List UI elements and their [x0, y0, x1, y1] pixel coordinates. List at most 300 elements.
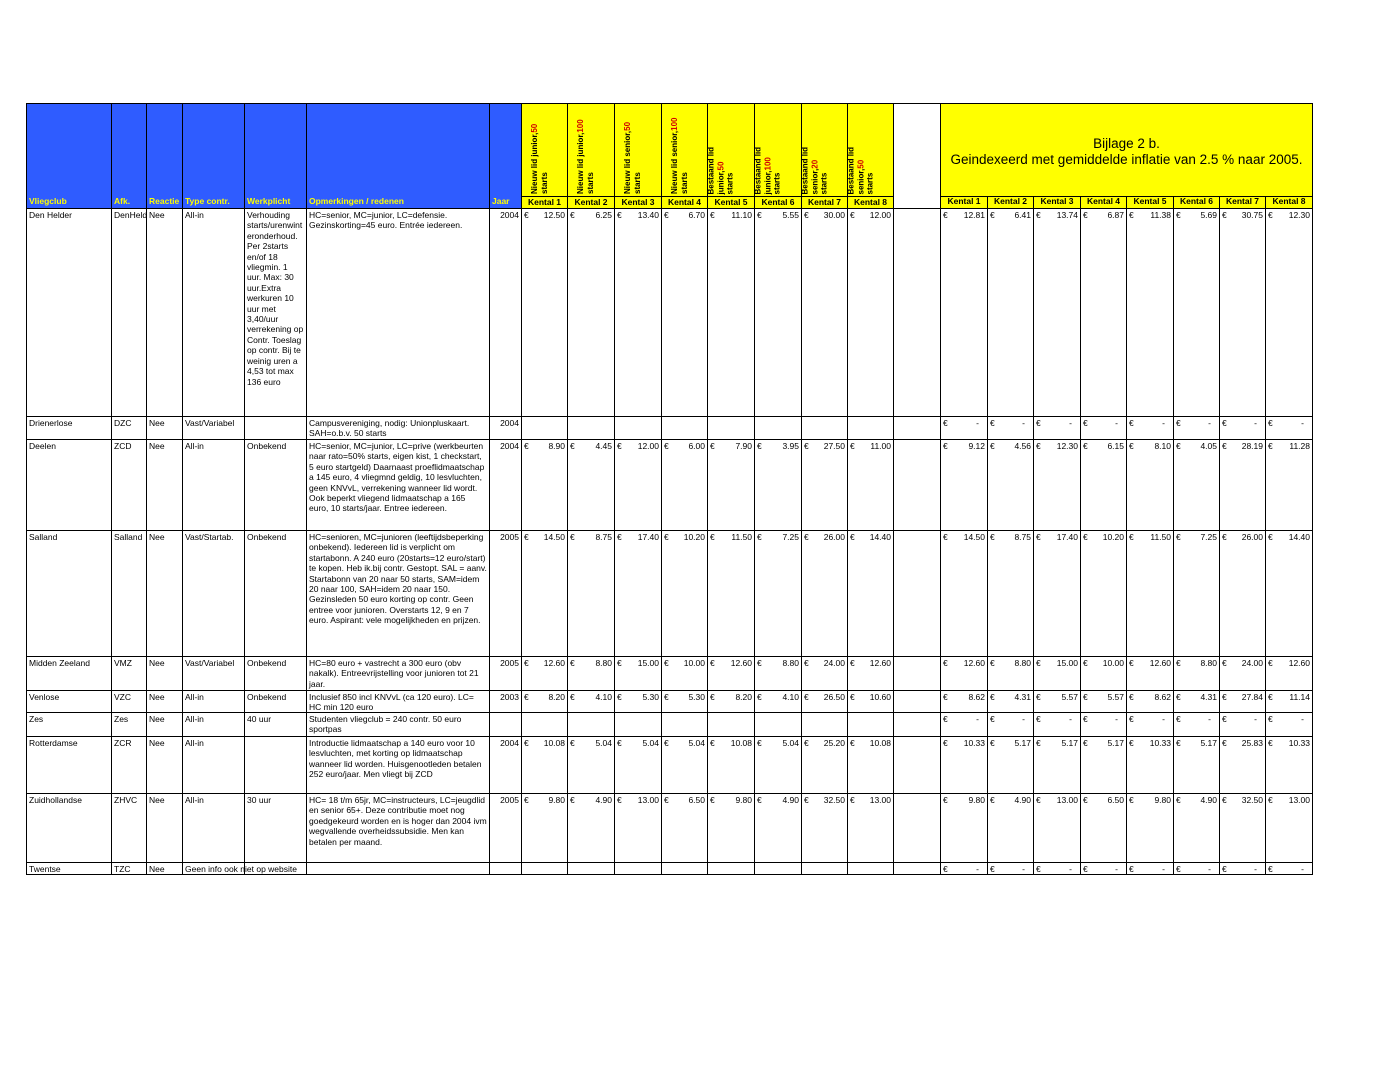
row-3-reactie — [146, 439, 183, 531]
currency-symbol: € — [850, 692, 855, 702]
row-7-kental-4 — [661, 712, 708, 737]
indexed-kental-label-5: Kental 5 — [1133, 196, 1167, 206]
row-3-indexed-kental-5 — [1126, 439, 1174, 531]
kental-value — [708, 691, 754, 702]
kental-value — [802, 737, 847, 748]
indexed-kental-label-6: Kental 6 — [1179, 196, 1214, 206]
amount: 6.41 — [1014, 210, 1031, 220]
currency-symbol: € — [1129, 864, 1134, 874]
cell-text-opmerkingen: Studenten vliegclub = 240 contr. 50 euro sportpas — [309, 714, 462, 735]
row-3-indexed-kental-6 — [1173, 439, 1220, 531]
row-2-indexed-kental-3 — [1033, 416, 1081, 440]
row-8-indexed-kental-5 — [1126, 736, 1174, 794]
row-3-kental-8 — [847, 439, 894, 531]
row-3-kental-2 — [567, 439, 615, 531]
indexed-value — [1220, 691, 1265, 702]
amount: 13.00 — [1056, 795, 1078, 805]
row-8-indexed-kental-2 — [987, 736, 1034, 794]
kental-desc-text: Nieuw lid junior, — [529, 132, 539, 194]
row-2-indexed-kental-8 — [1265, 416, 1313, 440]
row-6-jaar — [489, 690, 522, 713]
kental-desc-text: Bestaand lid junior, — [706, 146, 725, 194]
amount: 10.33 — [963, 738, 985, 748]
row-4-indexed-kental-1 — [940, 530, 988, 657]
amount: 6.70 — [688, 210, 705, 220]
kental-desc-unit: starts — [585, 172, 595, 194]
row-5-vliegclub — [26, 656, 112, 691]
cell-text-opmerkingen: HC=senior, MC=junior, LC=prive (werkbeurten naar rato=50% starts, eigen kist, 1 checkstart, 5 euro startgeld) Daarnaast proeflidmaatschap a 145 euro, 4 vliegmnd geldig, 10 lesvluchten, geen KNVvL, verrekening wanneer lid wordt. Ook beperkt vliegend lidmaatschap a 165 euro, 10 starts/jaar. Entree iedereen. — [309, 441, 485, 514]
row-5-afk — [111, 656, 147, 691]
amount: 12.60 — [730, 658, 752, 668]
row-4-kental-3 — [614, 530, 662, 657]
row-2-type-contr — [182, 416, 245, 440]
row-9-kental-3 — [614, 793, 662, 863]
currency-symbol: € — [710, 532, 715, 542]
amount: 5.57 — [1061, 692, 1078, 702]
amount: 30.00 — [823, 210, 845, 220]
cell-text-vliegclub: Zes — [29, 714, 44, 724]
row-3-kental-5 — [707, 439, 755, 531]
indexed-kental-label-3: Kental 3 — [1040, 196, 1074, 206]
indexed-value — [1220, 863, 1265, 874]
row-8-kental-8 — [847, 736, 894, 794]
cell-text-reactie: Nee — [149, 532, 165, 542]
kental-value — [522, 794, 567, 805]
currency-symbol: € — [1083, 864, 1088, 874]
cell-text-vliegclub: Deelen — [29, 441, 56, 451]
indexed-value — [988, 691, 1033, 702]
currency-symbol: € — [524, 441, 529, 451]
amount: - — [1069, 864, 1072, 874]
row-5-kental-2 — [567, 656, 615, 691]
row-1-indexed-kental-2 — [987, 208, 1034, 417]
row-3-jaar — [489, 439, 522, 531]
row-1-werkplicht — [244, 208, 307, 417]
row-1-vliegclub — [26, 208, 112, 417]
kental-value — [522, 209, 567, 220]
amount: 12.30 — [1056, 441, 1078, 451]
currency-symbol: € — [1268, 210, 1273, 220]
currency-symbol: € — [1268, 658, 1273, 668]
cell-text-type-contr: All-in — [185, 738, 204, 748]
currency-symbol: € — [617, 795, 622, 805]
kental-desc-starts-count: 100 — [763, 156, 772, 170]
currency-symbol: € — [1222, 210, 1227, 220]
row-4-indexed-kental-5 — [1126, 530, 1174, 657]
indexed-value — [1034, 440, 1080, 451]
row-4-jaar — [489, 530, 522, 657]
row-1-type-contr — [182, 208, 245, 417]
cell-text-type-contr: Geen info ook niet op website — [185, 864, 297, 874]
kental-value — [848, 440, 893, 451]
kental-value — [662, 440, 707, 451]
cell-text-opmerkingen: Introductie lidmaatschap a 140 euro voor 10 lesvluchten, met korting op lidmaatschap wanneer lid worden. Huisgenootleden betalen 252 euro/jaar. Men vliegt bij ZCD — [309, 738, 482, 780]
row-5-indexed-kental-5 — [1126, 656, 1174, 691]
row-1-kental-6 — [754, 208, 802, 417]
currency-symbol: € — [524, 795, 529, 805]
row-2-indexed-kental-2 — [987, 416, 1034, 440]
kental-value — [615, 531, 661, 542]
kental-value — [708, 737, 754, 748]
currency-symbol: € — [757, 532, 762, 542]
cell-text-werkplicht: 30 uur — [247, 795, 272, 805]
amount: 6.15 — [1107, 441, 1124, 451]
kental-desc-starts-count: 50 — [855, 159, 865, 169]
row-8-indexed-kental-8 — [1265, 736, 1313, 794]
row-10-indexed-kental-1 — [940, 862, 988, 875]
cell-text-afk: ZHVC — [114, 795, 138, 805]
amount: 8.90 — [548, 441, 565, 451]
indexed-value — [1266, 713, 1312, 724]
amount: 12.00 — [637, 441, 659, 451]
cell-text-werkplicht: Onbekend — [247, 658, 287, 668]
amount: 4.31 — [1200, 692, 1217, 702]
row-7-kental-2 — [567, 712, 615, 737]
row-2-vliegclub — [26, 416, 112, 440]
row-divider-dashed — [893, 736, 940, 737]
amount: 26.50 — [823, 692, 845, 702]
currency-symbol: € — [990, 441, 995, 451]
column-header-werkplicht: Werkplicht — [247, 196, 291, 206]
currency-symbol: € — [664, 441, 669, 451]
amount: 10.08 — [730, 738, 752, 748]
amount: 10.33 — [1149, 738, 1171, 748]
amount: 11.10 — [731, 210, 752, 220]
currency-symbol: € — [1036, 738, 1041, 748]
amount: 6.87 — [1107, 210, 1124, 220]
cell-text-jaar: 2005 — [500, 658, 519, 668]
row-7-opmerkingen — [306, 712, 490, 737]
cell-text-jaar: 2003 — [500, 692, 519, 702]
kental-description-6 — [754, 112, 783, 194]
indexed-value — [1034, 657, 1080, 668]
row-9-kental-5 — [707, 793, 755, 863]
amount: 4.10 — [595, 692, 612, 702]
kental-value — [708, 794, 754, 805]
row-2-kental-7 — [801, 416, 848, 440]
row-divider-dashed — [893, 656, 940, 657]
row-6-indexed-kental-4 — [1080, 690, 1127, 713]
header-cell-spacer — [893, 103, 941, 209]
currency-symbol: € — [1222, 864, 1227, 874]
cell-text-werkplicht: Onbekend — [247, 532, 287, 542]
currency-symbol: € — [804, 692, 809, 702]
row-3-kental-1 — [521, 439, 568, 531]
amount: 9.80 — [735, 795, 752, 805]
indexed-value — [988, 417, 1033, 428]
row-4-spacer — [893, 530, 941, 657]
row-5-indexed-kental-7 — [1219, 656, 1266, 691]
row-4-kental-7 — [801, 530, 848, 657]
indexed-value — [941, 531, 987, 542]
row-5-indexed-kental-3 — [1033, 656, 1081, 691]
cell-text-afk: DenHeld — [114, 210, 148, 220]
kental-description-2 — [576, 112, 595, 194]
currency-symbol: € — [664, 795, 669, 805]
kental-value — [755, 440, 801, 451]
cell-text-type-contr: All-in — [185, 692, 204, 702]
indexed-value — [1174, 209, 1219, 220]
indexed-value — [1127, 440, 1173, 451]
currency-symbol: € — [1036, 864, 1041, 874]
row-9-vliegclub — [26, 793, 112, 863]
row-5-indexed-kental-6 — [1173, 656, 1220, 691]
row-4-indexed-kental-3 — [1033, 530, 1081, 657]
cell-text-reactie: Nee — [149, 795, 165, 805]
currency-symbol: € — [664, 738, 669, 748]
kental-label-1: Kental 1 — [522, 196, 567, 208]
currency-symbol: € — [570, 658, 575, 668]
header-cell-kental-2 — [567, 103, 615, 209]
kental-description-5 — [707, 112, 736, 194]
row-6-afk — [111, 690, 147, 713]
kental-value — [568, 531, 614, 542]
cell-text-werkplicht: Onbekend — [247, 441, 287, 451]
amount: 26.00 — [1241, 532, 1263, 542]
currency-symbol: € — [617, 738, 622, 748]
kental-description-4 — [670, 112, 689, 194]
kental-value — [522, 737, 567, 748]
currency-symbol: € — [990, 795, 995, 805]
currency-symbol: € — [570, 210, 575, 220]
row-7-indexed-kental-1 — [940, 712, 988, 737]
row-7-indexed-kental-8 — [1265, 712, 1313, 737]
kental-desc-starts-count: 100 — [576, 119, 585, 133]
currency-symbol: € — [1268, 441, 1273, 451]
cell-text-reactie: Nee — [149, 658, 165, 668]
row-2-opmerkingen — [306, 416, 490, 440]
amount: 12.60 — [543, 658, 565, 668]
column-header-afk: Afk. — [114, 196, 131, 206]
row-8-kental-7 — [801, 736, 848, 794]
row-3-indexed-kental-3 — [1033, 439, 1081, 531]
amount: - — [1301, 864, 1304, 874]
amount: 27.84 — [1241, 692, 1263, 702]
currency-symbol: € — [990, 738, 995, 748]
indexed-value — [1081, 863, 1126, 874]
row-8-werkplicht — [244, 736, 307, 794]
amount: - — [976, 418, 979, 428]
currency-symbol: € — [617, 692, 622, 702]
amount: 14.40 — [1288, 532, 1310, 542]
row-10-kental-2 — [567, 862, 615, 875]
row-6-reactie — [146, 690, 183, 713]
kental-value — [802, 691, 847, 702]
cell-text-jaar: 2004 — [500, 210, 519, 220]
row-10-indexed-kental-8 — [1265, 862, 1313, 875]
indexed-value — [1266, 863, 1312, 874]
row-6-kental-5 — [707, 690, 755, 713]
indexed-value — [1266, 737, 1312, 748]
row-4-kental-6 — [754, 530, 802, 657]
indexed-value — [1174, 417, 1219, 428]
currency-symbol: € — [1222, 441, 1227, 451]
kental-desc-unit: starts — [865, 172, 874, 194]
currency-symbol: € — [570, 738, 575, 748]
indexed-value — [1034, 794, 1080, 805]
amount: - — [1301, 714, 1304, 724]
row-8-kental-3 — [614, 736, 662, 794]
row-5-indexed-kental-8 — [1265, 656, 1313, 691]
row-9-spacer — [893, 793, 941, 863]
row-1-kental-5 — [707, 208, 755, 417]
row-9-indexed-kental-2 — [987, 793, 1034, 863]
currency-symbol: € — [664, 532, 669, 542]
bijlage-title: Bijlage 2 b. — [1093, 136, 1160, 151]
currency-symbol: € — [1268, 532, 1273, 542]
currency-symbol: € — [1176, 532, 1181, 542]
row-4-indexed-kental-6 — [1173, 530, 1220, 657]
row-6-spacer — [893, 690, 941, 713]
currency-symbol: € — [1176, 795, 1181, 805]
row-9-indexed-kental-3 — [1033, 793, 1081, 863]
row-8-jaar — [489, 736, 522, 794]
currency-symbol: € — [617, 658, 622, 668]
amount: 4.90 — [1014, 795, 1031, 805]
kental-value — [568, 737, 614, 748]
column-header-reactie: Reactie — [149, 196, 180, 206]
cell-text-reactie: Nee — [149, 714, 165, 724]
row-2-kental-4 — [661, 416, 708, 440]
currency-symbol: € — [664, 658, 669, 668]
cell-text-vliegclub: Den Helder — [29, 210, 72, 220]
kental-value — [568, 657, 614, 668]
cell-text-werkplicht: Verhouding starts/urenwint eronderhoud. Per 2starts en/of 18 vliegmin. 1 uur. Max: 30 uur.Extra werkuren 10 uur met 3,40/uur verrekening op Contr. Toeslag op contr. Bij te weinig uren a 4,53 tot max 136 euro — [247, 210, 304, 387]
amount: 4.90 — [782, 795, 799, 805]
currency-symbol: € — [757, 658, 762, 668]
amount: 4.56 — [1014, 441, 1031, 451]
indexed-value — [1127, 713, 1173, 724]
row-4-indexed-kental-4 — [1080, 530, 1127, 657]
cell-text-vliegclub: Salland — [29, 532, 58, 542]
cell-text-vliegclub: Venlose — [29, 692, 60, 702]
currency-symbol: € — [1222, 658, 1227, 668]
indexed-kental-label-4: Kental 4 — [1086, 196, 1121, 206]
currency-symbol: € — [990, 864, 995, 874]
amount: 3.95 — [782, 441, 799, 451]
amount: 5.04 — [782, 738, 799, 748]
row-7-indexed-kental-5 — [1126, 712, 1174, 737]
cell-text-afk: VZC — [114, 692, 131, 702]
cell-text-type-contr: All-in — [185, 441, 204, 451]
row-5-indexed-kental-2 — [987, 656, 1034, 691]
cell-text-jaar: 2005 — [500, 532, 519, 542]
amount: 12.81 — [963, 210, 985, 220]
row-1-indexed-kental-6 — [1173, 208, 1220, 417]
amount: 13.00 — [637, 795, 659, 805]
kental-value — [522, 691, 567, 702]
row-10-opmerkingen — [306, 862, 490, 875]
row-1-kental-3 — [614, 208, 662, 417]
indexed-value — [1034, 863, 1080, 874]
column-header-vliegclub: Vliegclub — [29, 196, 67, 206]
header-cell-kental-1 — [521, 103, 568, 209]
amount: 15.00 — [1056, 658, 1078, 668]
indexed-kental-label-1: Kental 1 — [947, 196, 981, 206]
currency-symbol: € — [710, 795, 715, 805]
amount: 24.00 — [823, 658, 845, 668]
kental-value — [615, 209, 661, 220]
amount: 12.50 — [543, 210, 565, 220]
kental-value — [755, 794, 801, 805]
currency-symbol: € — [1129, 795, 1134, 805]
currency-symbol: € — [757, 210, 762, 220]
indexed-value — [1220, 737, 1265, 748]
row-1-indexed-kental-3 — [1033, 208, 1081, 417]
row-7-kental-5 — [707, 712, 755, 737]
row-10-jaar — [489, 862, 522, 875]
currency-symbol: € — [1176, 738, 1181, 748]
amount: - — [1115, 418, 1118, 428]
row-10-reactie — [146, 862, 183, 875]
currency-symbol: € — [943, 714, 948, 724]
kental-value — [708, 209, 754, 220]
currency-symbol: € — [710, 658, 715, 668]
indexed-value — [941, 737, 987, 748]
indexed-value — [941, 440, 987, 451]
row-2-werkplicht — [244, 416, 307, 440]
kental-desc-text: Bestaand lid senior, — [846, 146, 865, 194]
cell-text-type-contr: Vast/Startab. — [185, 532, 234, 542]
row-divider-dashed — [893, 416, 940, 417]
indexed-value — [1034, 737, 1080, 748]
row-8-kental-6 — [754, 736, 802, 794]
indexed-value — [1127, 657, 1173, 668]
row-5-jaar — [489, 656, 522, 691]
row-5-kental-6 — [754, 656, 802, 691]
kental-description-8 — [846, 112, 875, 194]
row-3-kental-7 — [801, 439, 848, 531]
amount: 10.33 — [1288, 738, 1310, 748]
row-5-type-contr — [182, 656, 245, 691]
currency-symbol: € — [1222, 532, 1227, 542]
amount: 10.60 — [869, 692, 891, 702]
currency-symbol: € — [570, 692, 575, 702]
row-3-indexed-kental-1 — [940, 439, 988, 531]
kental-value — [615, 657, 661, 668]
header-cell-jaar — [489, 103, 522, 209]
row-5-werkplicht — [244, 656, 307, 691]
row-6-kental-4 — [661, 690, 708, 713]
amount: 5.30 — [642, 692, 659, 702]
row-8-vliegclub — [26, 736, 112, 794]
cell-text-opmerkingen: HC=80 euro + vastrecht a 300 euro (obv nakalk). Entreevrijstelling voor junioren tot 21 jaar. — [309, 658, 479, 689]
currency-symbol: € — [850, 795, 855, 805]
row-8-kental-1 — [521, 736, 568, 794]
kental-value — [848, 531, 893, 542]
kental-value — [848, 737, 893, 748]
indexed-value — [941, 794, 987, 805]
row-5-spacer — [893, 656, 941, 691]
amount: 9.80 — [968, 795, 985, 805]
row-4-kental-8 — [847, 530, 894, 657]
currency-symbol: € — [524, 658, 529, 668]
amount: 4.10 — [782, 692, 799, 702]
indexed-value — [1081, 417, 1126, 428]
indexed-value — [1220, 657, 1265, 668]
indexed-value — [1266, 657, 1312, 668]
currency-symbol: € — [943, 658, 948, 668]
kental-label-4: Kental 4 — [662, 196, 707, 208]
indexed-value — [1174, 440, 1219, 451]
row-8-indexed-kental-4 — [1080, 736, 1127, 794]
row-5-kental-5 — [707, 656, 755, 691]
indexed-value — [1266, 209, 1312, 220]
indexed-value — [1220, 417, 1265, 428]
amount: 5.04 — [595, 738, 612, 748]
currency-symbol: € — [1222, 795, 1227, 805]
row-6-kental-6 — [754, 690, 802, 713]
